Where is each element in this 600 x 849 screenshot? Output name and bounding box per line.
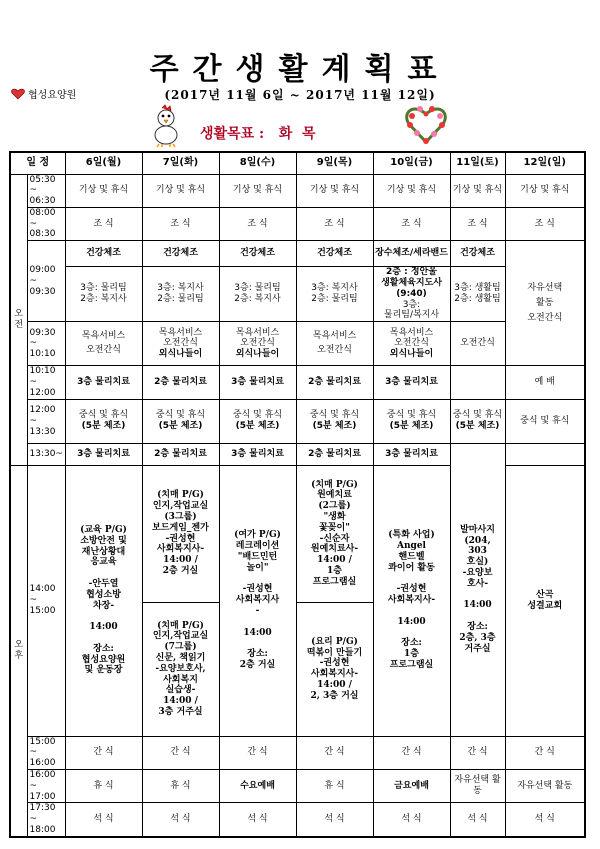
schedule-cell: 중식 및 휴식 <box>505 399 585 443</box>
schedule-cell: 조 식 <box>505 207 585 240</box>
schedule-cell: 목욕서비스 오전간식 외식나들이 <box>142 322 219 366</box>
time-cell: 12:00 ~ 13:30 <box>27 399 65 443</box>
schedule-cell: 조 식 <box>219 207 296 240</box>
schedule-cell: 3층 물리치료 <box>65 366 142 399</box>
schedule-cell: 건강체조 <box>450 241 505 267</box>
schedule-cell: 건강체조 <box>296 241 373 267</box>
schedule-cell: 간 식 <box>65 736 142 769</box>
schedule-cell: 중식 및 휴식 (5분 체조) <box>373 399 450 443</box>
schedule-cell: 휴 식 <box>296 770 373 803</box>
schedule-cell: 3층: 물리팀 2층: 복지사 <box>219 267 296 322</box>
schedule-cell: 자유선택 활동 <box>505 770 585 803</box>
schedule-cell: 조 식 <box>296 207 373 240</box>
time-cell: 05:30 ~ 06:30 <box>27 174 65 207</box>
schedule-cell: 금요예배 <box>373 770 450 803</box>
schedule-cell: 석 식 <box>219 803 296 837</box>
table-row <box>10 399 585 443</box>
table-row <box>10 443 585 465</box>
schedule-cell: 3층 물리치료 <box>373 443 450 465</box>
table-row <box>10 736 585 769</box>
table-row <box>10 207 585 240</box>
schedule-cell: 간 식 <box>219 736 296 769</box>
table-row <box>10 241 585 267</box>
schedule-cell: 자유선택 활동 오전간식 <box>505 241 585 366</box>
time-cell: 09:30 ~ 10:10 <box>27 322 65 366</box>
time-cell: 14:00 ~ 15:00 <box>27 465 65 736</box>
heart-logo-icon <box>11 88 25 100</box>
day-header: 8일(수) <box>219 152 296 174</box>
date-range: (2017년 11월 6일 ~ 2017년 11월 12일) <box>164 88 436 102</box>
schedule-cell: 3층 물리치료 <box>219 443 296 465</box>
schedule-cell: 중식 및 휴식 (5분 체조) <box>142 399 219 443</box>
schedule-cell: 건강체조 <box>219 241 296 267</box>
time-cell: 17:30 ~ 18:00 <box>27 803 65 837</box>
day-header: 7일(화) <box>142 152 219 174</box>
day-header: 10일(금) <box>373 152 450 174</box>
table-row <box>10 322 585 366</box>
schedule-cell: 목욕서비스 오전간식 외식나들이 <box>219 322 296 366</box>
time-cell: 16:00 ~ 17:00 <box>27 770 65 803</box>
schedule-cell: 건강체조 <box>65 241 142 267</box>
table-row <box>10 267 585 322</box>
header-row <box>10 152 585 174</box>
page-title: 주간생활계획표 <box>149 52 451 87</box>
time-cell: 15:00 ~ 16:00 <box>27 736 65 769</box>
schedule-cell: (여가 P/G) 레크레이션 "배드민턴 놀이" -권성현 사회복지사 - 14:00 장소: 2층 거실 <box>219 465 296 736</box>
schedule-cell: 기상 및 휴식 <box>296 174 373 207</box>
schedule-cell: 석 식 <box>142 803 219 837</box>
heart-wreath-icon <box>404 102 448 146</box>
schedule-cell: 기상 및 휴식 <box>219 174 296 207</box>
schedule-cell: 발마사지 (204, 303 호실) -요양보 호사- 14:00 장소: 2층, 3층 거주실 <box>450 443 505 736</box>
schedule-cell: 기상 및 휴식 <box>142 174 219 207</box>
schedule-cell: 휴 식 <box>142 770 219 803</box>
time-cell: 09:00 ~ 09:30 <box>27 241 65 322</box>
schedule-cell: 간 식 <box>142 736 219 769</box>
schedule-cell: 석 식 <box>296 803 373 837</box>
org-logo <box>11 86 76 101</box>
schedule-cell: 장수체조/세라밴드 <box>373 241 450 267</box>
schedule-cell: 3층 물리치료 <box>373 366 450 399</box>
day-header: 12일(일) <box>505 152 585 174</box>
schedule-cell: 조 식 <box>450 207 505 240</box>
schedule-cell: 예 배 <box>505 366 585 399</box>
schedule-cell: 간 식 <box>373 736 450 769</box>
am-label: 오 전 <box>10 174 27 465</box>
schedule-cell: 석 식 <box>373 803 450 837</box>
schedule-cell <box>505 443 585 465</box>
table-row <box>10 366 585 399</box>
schedule-cell: 간 식 <box>505 736 585 769</box>
schedule-cell: 자유선택 활동 <box>450 770 505 803</box>
schedule-cell: 기상 및 휴식 <box>450 174 505 207</box>
schedule-cell: 간 식 <box>296 736 373 769</box>
day-header: 9일(목) <box>296 152 373 174</box>
day-header: 6일(월) <box>65 152 142 174</box>
schedule-cell: 3층: 복지사 2층: 물리팀 <box>142 267 219 322</box>
schedule-cell <box>450 366 505 399</box>
schedule-cell: 목욕서비스 오전간식 <box>296 322 373 366</box>
schedule-cell: 기상 및 휴식 <box>373 174 450 207</box>
schedule-cell: 석 식 <box>450 803 505 837</box>
schedule-cell: 조 식 <box>373 207 450 240</box>
time-cell: 13:30~ <box>27 443 65 465</box>
schedule-cell: 2층 : 정안울 생활체육지도사 (9:40) 3층: 물리팀/복지사 <box>373 267 450 322</box>
schedule-cell: 기상 및 휴식 <box>65 174 142 207</box>
schedule-cell: 2층 물리치료 <box>142 443 219 465</box>
schedule-cell: 기상 및 휴식 <box>505 174 585 207</box>
table-row <box>10 770 585 803</box>
schedule-cell: (특화 사업) Angel 핸드벨 콰이어 활동 -권성현 사회복지사- 14:00 장소: 1층 프로그램실 <box>373 465 450 736</box>
schedule-cell: 조 식 <box>65 207 142 240</box>
org-name: 협성요양원 <box>28 90 77 101</box>
schedule-cell: 중식 및 휴식 (5분 체조) <box>65 399 142 443</box>
schedule-cell: (치매 P/G) 인지,작업교실 (7그룹) 신문, 책읽기 -요양보호사, 사회복지 실습생- 14:00 / 3층 거주실 <box>142 602 219 736</box>
schedule-cell: 휴 식 <box>65 770 142 803</box>
schedule-cell: 산곡 성결교회 <box>505 465 585 736</box>
schedule-cell: 석 식 <box>65 803 142 837</box>
schedule-cell: 목욕서비스 오전간식 외식나들이 <box>373 322 450 366</box>
table-row <box>10 174 585 207</box>
schedule-cell: 조 식 <box>142 207 219 240</box>
schedule-cell: 중식 및 휴식 (5분 체조) <box>296 399 373 443</box>
schedule-cell: 간 식 <box>450 736 505 769</box>
period-header: 일 정 <box>10 152 65 174</box>
schedule-cell: (치매 P/G) 원예치료 (2그룹) "생화 꽃꽂이" -신순자 원예치료사- 14:00 / 1층 프로그램실 <box>296 465 373 602</box>
schedule-cell: (교육 P/G) 소방안전 및 재난상황대 응교육 -안두열 협성소방 차장- 14:00 장소: 협성요양원 및 운동장 <box>65 465 142 736</box>
schedule-cell: 수요예배 <box>219 770 296 803</box>
schedule-cell: 3층: 물리팀 2층: 복지사 <box>65 267 142 322</box>
pm-label: 오 후 <box>10 465 27 837</box>
schedule-cell: 3층 물리치료 <box>219 366 296 399</box>
schedule-cell: 2층 물리치료 <box>296 443 373 465</box>
schedule-cell: 3층: 생활팀 2층: 생활팀 <box>450 267 505 322</box>
schedule-cell: (치매 P/G) 인지,작업교실 (3그룹) 보드게임_젠가 -권성현 사회복지사- 14:00 / 2층 거실 <box>142 465 219 602</box>
schedule-cell: 3층: 복지사 2층: 물리팀 <box>296 267 373 322</box>
schedule-cell: 목욕서비스 오전간식 <box>65 322 142 366</box>
schedule-cell: 3층 물리치료 <box>65 443 142 465</box>
table-row <box>10 803 585 837</box>
schedule-cell: 중식 및 휴식 (5분 체조) <box>450 399 505 443</box>
schedule-cell: 2층 물리치료 <box>296 366 373 399</box>
day-header: 11일(토) <box>450 152 505 174</box>
chicken-icon <box>148 104 184 148</box>
time-cell: 08:00 ~ 08:30 <box>27 207 65 240</box>
schedule-cell: 중식 및 휴식 (5분 체조) <box>219 399 296 443</box>
time-cell: 10:10 ~ 12:00 <box>27 366 65 399</box>
life-goal: 생활목표 : 화 목 <box>200 126 316 142</box>
schedule-cell: (요리 P/G) 떡볶이 만들기 -권성현 사회복지사- 14:00 / 2, 3층 거실 <box>296 602 373 736</box>
schedule-cell: 오전간식 <box>450 322 505 366</box>
schedule-cell: 석 식 <box>505 803 585 837</box>
schedule-cell: 건강체조 <box>142 241 219 267</box>
weekly-schedule-table <box>9 151 586 838</box>
schedule-cell: 2층 물리치료 <box>142 366 219 399</box>
